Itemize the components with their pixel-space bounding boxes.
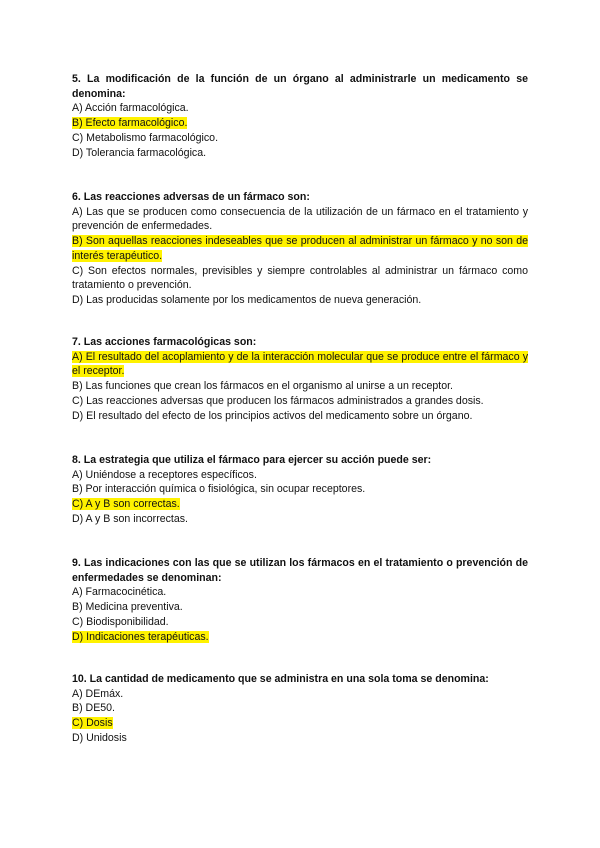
answer-option-d: D) El resultado del efecto de los principios activos del medicamento sobre un órgano.	[72, 409, 473, 422]
question-title: 9. Las indicaciones con las que se utilizan los fármacos en el tratamiento o prevención de enfermedades se denominan:	[72, 557, 528, 584]
answer-option-d: D) Las producidas solamente por los medicamentos de nueva generación.	[72, 293, 422, 306]
answer-option-d-correct: D) Indicaciones terapéuticas.	[72, 630, 209, 643]
answer-option-c: C) Las reacciones adversas que producen los fármacos administrados a grandes dosis.	[72, 394, 484, 407]
answer-option-d: D) Unidosis	[72, 731, 127, 744]
answer-option-c: C) Biodisponibilidad.	[72, 615, 169, 628]
answer-option-b: B) Por interacción química o fisiológica, sin ocupar receptores.	[72, 483, 366, 496]
question-5	[72, 72, 528, 160]
answer-option-a: A) Las que se producen como consecuencia de la utilización de un fármaco en el tratamiento y prevención de enfermedades.	[72, 205, 528, 233]
answer-option-b: B) Las funciones que crean los fármacos en el organismo al unirse a un receptor.	[72, 380, 453, 393]
question-7	[72, 335, 528, 423]
answer-option-c: C) Metabolismo farmacológico.	[72, 131, 219, 144]
answer-option-b-correct: B) Efecto farmacológico.	[72, 117, 188, 130]
answer-option-a-correct: A) El resultado del acoplamiento y de la interacción molecular que se produce entre el fármaco y el receptor.	[72, 350, 528, 378]
answer-option-a: A) Uniéndose a receptores específicos.	[72, 468, 257, 481]
answer-option-c-correct: C) A y B son correctas.	[72, 498, 180, 511]
question-8	[72, 453, 431, 527]
answer-option-a: A) DEmáx.	[72, 687, 124, 700]
question-title: 6. Las reacciones adversas de un fármaco son:	[72, 191, 310, 203]
answer-option-c: C) Son efectos normales, previsibles y siempre controlables al administrar un fármaco como tratamiento o prevención.	[72, 264, 528, 292]
answer-option-c-correct: C) Dosis	[72, 717, 113, 730]
answer-option-a: A) Acción farmacológica.	[72, 102, 189, 115]
question-title: 7. Las acciones farmacológicas son:	[72, 336, 257, 348]
answer-option-b-correct: B) Son aquellas reacciones indeseables que se producen al administrar un fármaco y no son de interés terapéutico.	[72, 235, 528, 262]
answer-option-b: B) Medicina preventiva.	[72, 601, 183, 614]
question-10	[72, 672, 489, 746]
question-title: 8. La estrategia que utiliza el fármaco para ejercer su acción puede ser:	[72, 454, 432, 466]
answer-option-a: A) Farmacocinética.	[72, 586, 167, 599]
question-title: 10. La cantidad de medicamento que se administra en una sola toma se denomina:	[72, 673, 489, 685]
answer-option-d: D) Tolerancia farmacológica.	[72, 146, 207, 159]
question-9	[72, 556, 528, 644]
answer-option-d: D) A y B son incorrectas.	[72, 512, 188, 525]
answer-option-b: B) DE50.	[72, 702, 115, 715]
question-title: 5. La modificación de la función de un órgano al administrarle un medicamento se denomina:	[72, 73, 528, 100]
question-6	[72, 190, 528, 308]
